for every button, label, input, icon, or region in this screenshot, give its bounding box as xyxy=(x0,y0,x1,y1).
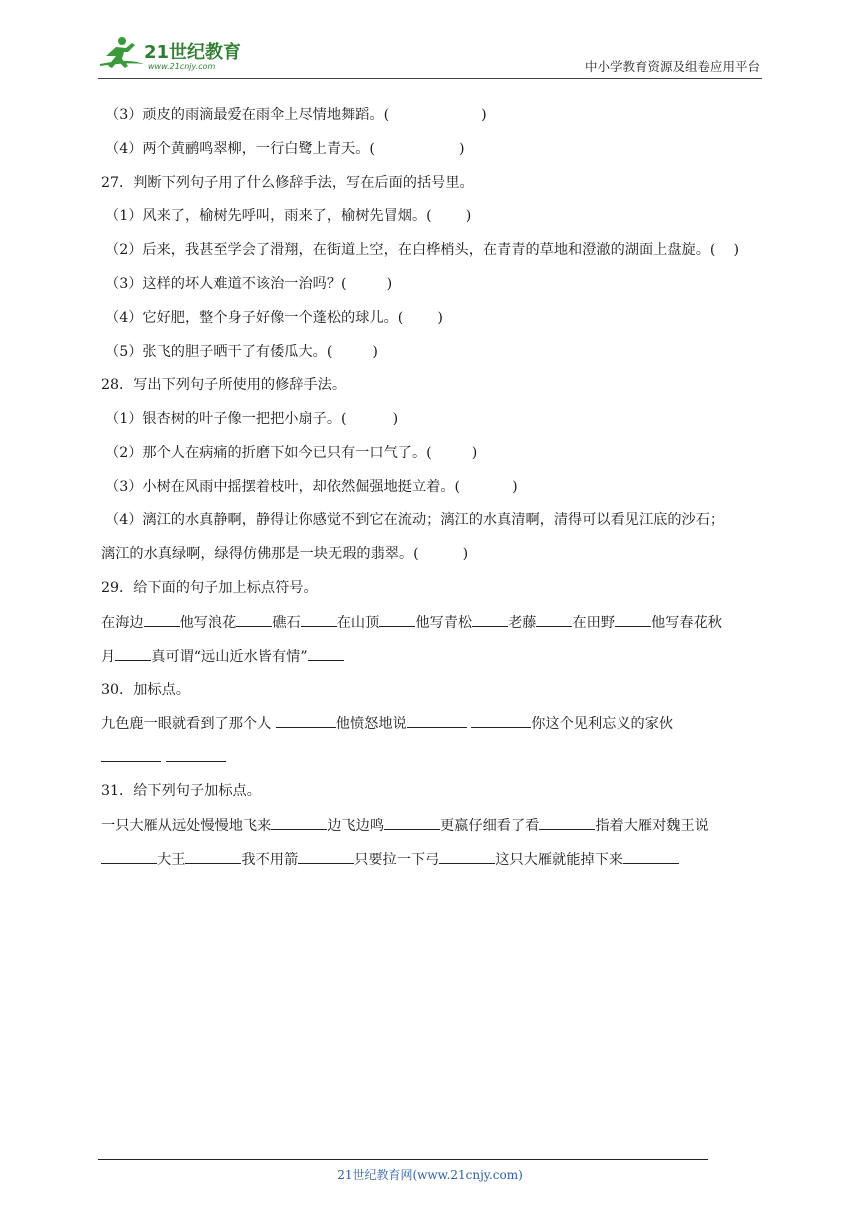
page-header xyxy=(98,30,762,79)
q28-heading: 28．写出下列句子所使用的修辞手法。 xyxy=(101,377,347,393)
q27-item-5: （5）张飞的胆子晒干了有倭瓜大。( ) xyxy=(105,344,378,360)
q28-item-4-line1: （4）漓江的水真静啊，静得让你感觉不到它在流动；漓江的水真清啊，清得可以看见江底的沙石； xyxy=(105,512,725,528)
q30-sentence-line1: 九色鹿一眼就看到了那个人 他愤怒地说 你这个见利忘义的家伙 xyxy=(101,713,673,734)
header-platform-name: 中小学教育资源及组卷应用平台 xyxy=(584,59,760,74)
q27-item-4: （4）它好肥，整个身子好像一个蓬松的球儿。( ) xyxy=(105,310,443,326)
q29-sentence-line2: 月 真可谓“远山近水皆有情” xyxy=(101,646,344,667)
q27-item-3: （3）这样的坏人难道不该治一治吗？( ) xyxy=(105,276,393,292)
q30-heading: 30．加标点。 xyxy=(101,682,190,698)
q28-item-4-line2: 漓江的水真绿啊，绿得仿佛那是一块无瑕的翡翠。( ) xyxy=(101,546,469,562)
q30-sentence-line2 xyxy=(101,747,226,768)
q31-sentence-line2: 大王 我不用箭 只要拉一下弓 这只大雁就能掉下来 xyxy=(101,849,679,870)
footer-divider xyxy=(98,1159,708,1160)
q28-item-1: （1）银杏树的叶子像一把把小扇子。( ) xyxy=(105,411,399,427)
site-logo xyxy=(98,34,268,74)
q29-sentence-line1: 在海边 他写浪花 礁石 在山顶 他写青松 老藤 在田野 他写春花秋 xyxy=(101,612,722,633)
footer-text: 21世纪教育网(www.21cnjy.com) xyxy=(337,1168,523,1182)
q28-item-3: （3）小树在风雨中摇摆着枝叶，却依然倔强地挺立着。( ) xyxy=(105,479,518,495)
q26-item-3: （3）顽皮的雨滴最爱在雨伞上尽情地舞蹈。( ) xyxy=(105,107,487,123)
logo-text: 21世纪教育 xyxy=(144,42,242,63)
q27-item-1: （1）风来了，榆树先呼叫，雨来了，榆树先冒烟。( ) xyxy=(105,208,472,224)
q31-sentence-line1: 一只大雁从远处慢慢地飞来 边飞边鸣 更嬴仔细看了看 指着大雁对魏王说 xyxy=(101,815,709,836)
q26-item-4: （4）两个黄鹂鸣翠柳，一行白鹭上青天。( ) xyxy=(105,141,465,157)
q27-heading: 27．判断下列句子用了什么修辞手法，写在后面的括号里。 xyxy=(101,175,474,191)
q28-item-2: （2）那个人在病痛的折磨下如今已只有一口气了。( ) xyxy=(105,445,478,461)
q29-heading: 29．给下面的句子加上标点符号。 xyxy=(101,580,318,596)
logo-url: www.21cnjy.com xyxy=(148,62,216,71)
q31-heading: 31．给下列句子加标点。 xyxy=(101,783,261,799)
q27-item-2: （2）后来，我甚至学会了滑翔，在街道上空，在白桦梢头，在青青的草地和澄澈的湖面上盘旋。( ) xyxy=(105,242,739,258)
